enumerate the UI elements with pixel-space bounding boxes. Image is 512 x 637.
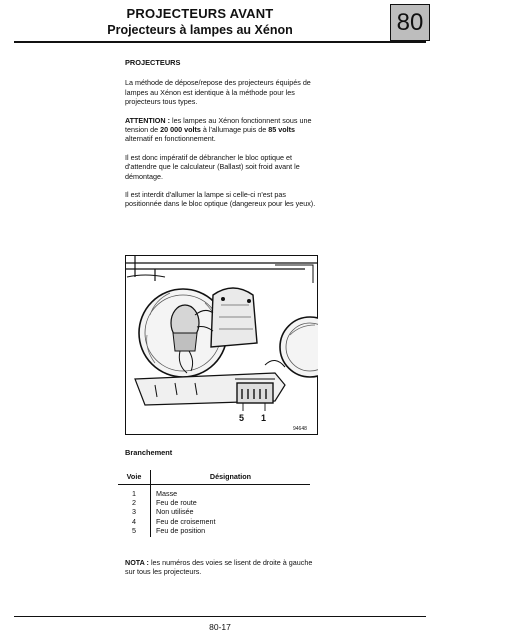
note-paragraph <box>125 558 320 577</box>
pin-designation: Feu de route <box>156 498 197 508</box>
header-divider <box>14 41 426 43</box>
headlight-connector-figure <box>125 255 318 435</box>
main-text <box>125 58 320 218</box>
column-header-designation: Désignation <box>151 470 311 485</box>
voltage-ignition: 20 000 volts <box>160 125 201 135</box>
pin-designation: Feu de croisement <box>156 516 216 526</box>
warning-label: ATTENTION : <box>125 115 170 125</box>
pin-designation: Feu de position <box>156 525 206 535</box>
page-header <box>14 4 426 42</box>
pin-designation: Masse <box>156 489 178 498</box>
table-row <box>118 507 310 516</box>
pin-table <box>118 470 310 537</box>
pin-number: 1 <box>118 485 151 499</box>
table-row <box>118 517 310 526</box>
footer-divider <box>14 616 426 617</box>
branchement-heading: Branchement <box>125 448 173 457</box>
pin-number: 2 <box>118 498 151 507</box>
paragraph-warning: ATTENTION : les lampes au Xénon fonctionnent sous une tension de 20 000 volts à l'allumage puis de 85 volts alternatif en fonctionnement. <box>125 115 312 144</box>
section-heading: PROJECTEURS <box>125 58 181 67</box>
pin-label-5: 5 <box>239 413 245 423</box>
section-number-badge: 80 <box>390 4 430 41</box>
note-label: NOTA : <box>125 558 149 567</box>
paragraph-method: La méthode de dépose/repose des projecteurs équipés de lampes au Xénon est identique à la méthode pour les projecteurs tous types. <box>125 78 311 107</box>
table-row <box>118 498 310 507</box>
pin-table-header <box>118 470 310 485</box>
paragraph-disconnect: Il est donc impératif de débrancher le bloc optique et d'attendre que le calculateur (Ballast) soit froid avant le démontage. <box>125 152 300 181</box>
figure-reference-code: 94648 <box>293 426 307 432</box>
table-row <box>118 526 310 537</box>
pin-number: 4 <box>118 517 151 526</box>
pin-number: 3 <box>118 507 151 516</box>
pin-designation: Non utilisée <box>156 507 194 517</box>
table-row <box>118 485 310 499</box>
headlight-illustration <box>125 255 318 435</box>
pin-number: 5 <box>118 526 151 537</box>
pin-label-1: 1 <box>261 413 267 423</box>
page-number: 80-17 <box>209 622 231 632</box>
voltage-operation: 85 volts <box>268 125 296 135</box>
column-header-voie: Voie <box>118 470 151 485</box>
note-text: les numéros des voies se lisent de droite à gauche sur tous les projecteurs. <box>125 558 313 577</box>
paragraph-forbidden: Il est interdit d'allumer la lampe si celle-ci n'est pas positionnée dans le bloc optique (dangereux pour les yeux). <box>125 190 316 209</box>
page-subtitle: Projecteurs à lampes au Xénon <box>107 23 293 37</box>
page-title: PROJECTEURS AVANT <box>126 6 274 21</box>
